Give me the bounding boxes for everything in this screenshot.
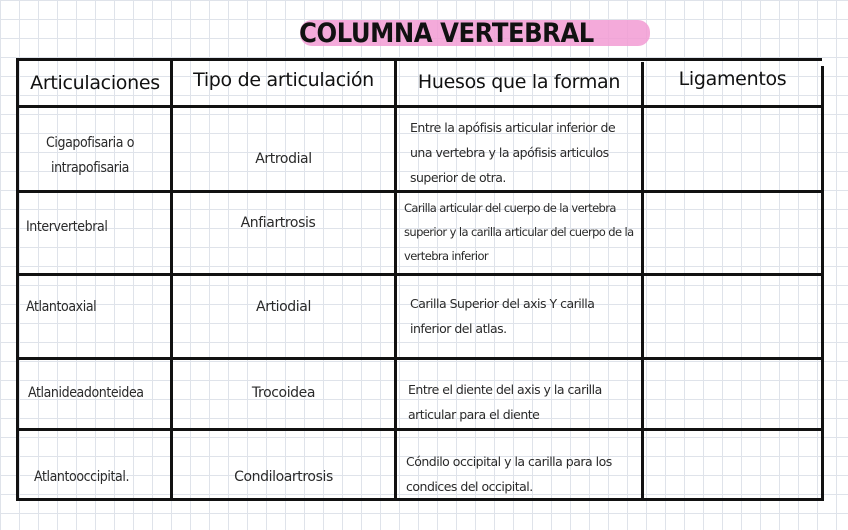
articulacion-cell: Atlantoaxial xyxy=(26,298,97,315)
ligamentos-cell xyxy=(646,362,816,424)
articulacion-cell: Atlantooccipital. xyxy=(34,468,130,485)
tipo-cell: Trocoidea xyxy=(251,385,316,401)
tipo-cell: Condiloartrosis xyxy=(234,469,333,485)
articulacion-cell: Cigapofisaria o intrapofisaria xyxy=(45,135,135,176)
table-border-right xyxy=(821,66,824,501)
huesos-cell: Entre el diente del axis y la carilla articular para el diente xyxy=(408,382,602,422)
huesos-cell: Carilla articular del cuerpo de la vertebra superior y la carilla articular del cuerpo de la vertebra inferior xyxy=(404,201,634,263)
ligamentos-cell xyxy=(646,278,816,354)
header-articulaciones: Articulaciones xyxy=(30,72,160,94)
articulacion-cell: Atlanideadonteidea xyxy=(28,384,144,401)
column-divider xyxy=(641,62,644,501)
row-divider xyxy=(16,357,824,360)
tipo-cell: Anfiartrosis xyxy=(240,215,316,231)
header-huesos: Huesos que la forman xyxy=(417,71,621,93)
title-block xyxy=(298,14,652,54)
header-ligamentos: Ligamentos xyxy=(678,68,787,90)
column-divider xyxy=(394,58,397,501)
ligamentos-cell xyxy=(646,194,816,270)
huesos-cell: Entre la apófisis articular inferior de una vertebra y la apófisis articulos superior de otra. xyxy=(410,119,616,185)
column-divider xyxy=(170,60,173,501)
page-title: COLUMNA VERTEBRAL xyxy=(299,18,594,49)
row-divider xyxy=(16,273,824,276)
row-divider xyxy=(16,190,824,193)
table-border-left xyxy=(16,58,19,501)
header-tipo: Tipo de articulación xyxy=(193,69,374,91)
articulacion-cell: Intervertebral xyxy=(26,218,108,235)
tipo-cell: Artiodial xyxy=(256,299,311,315)
huesos-cell: Cóndilo occipital y la carilla para los condices del occipital. xyxy=(406,454,612,494)
ligamentos-cell xyxy=(646,432,816,494)
ligamentos-cell xyxy=(646,110,816,186)
huesos-cell: Carilla Superior del axis Y carilla inferior del atlas. xyxy=(410,296,595,336)
tipo-cell: Artrodial xyxy=(255,151,312,167)
